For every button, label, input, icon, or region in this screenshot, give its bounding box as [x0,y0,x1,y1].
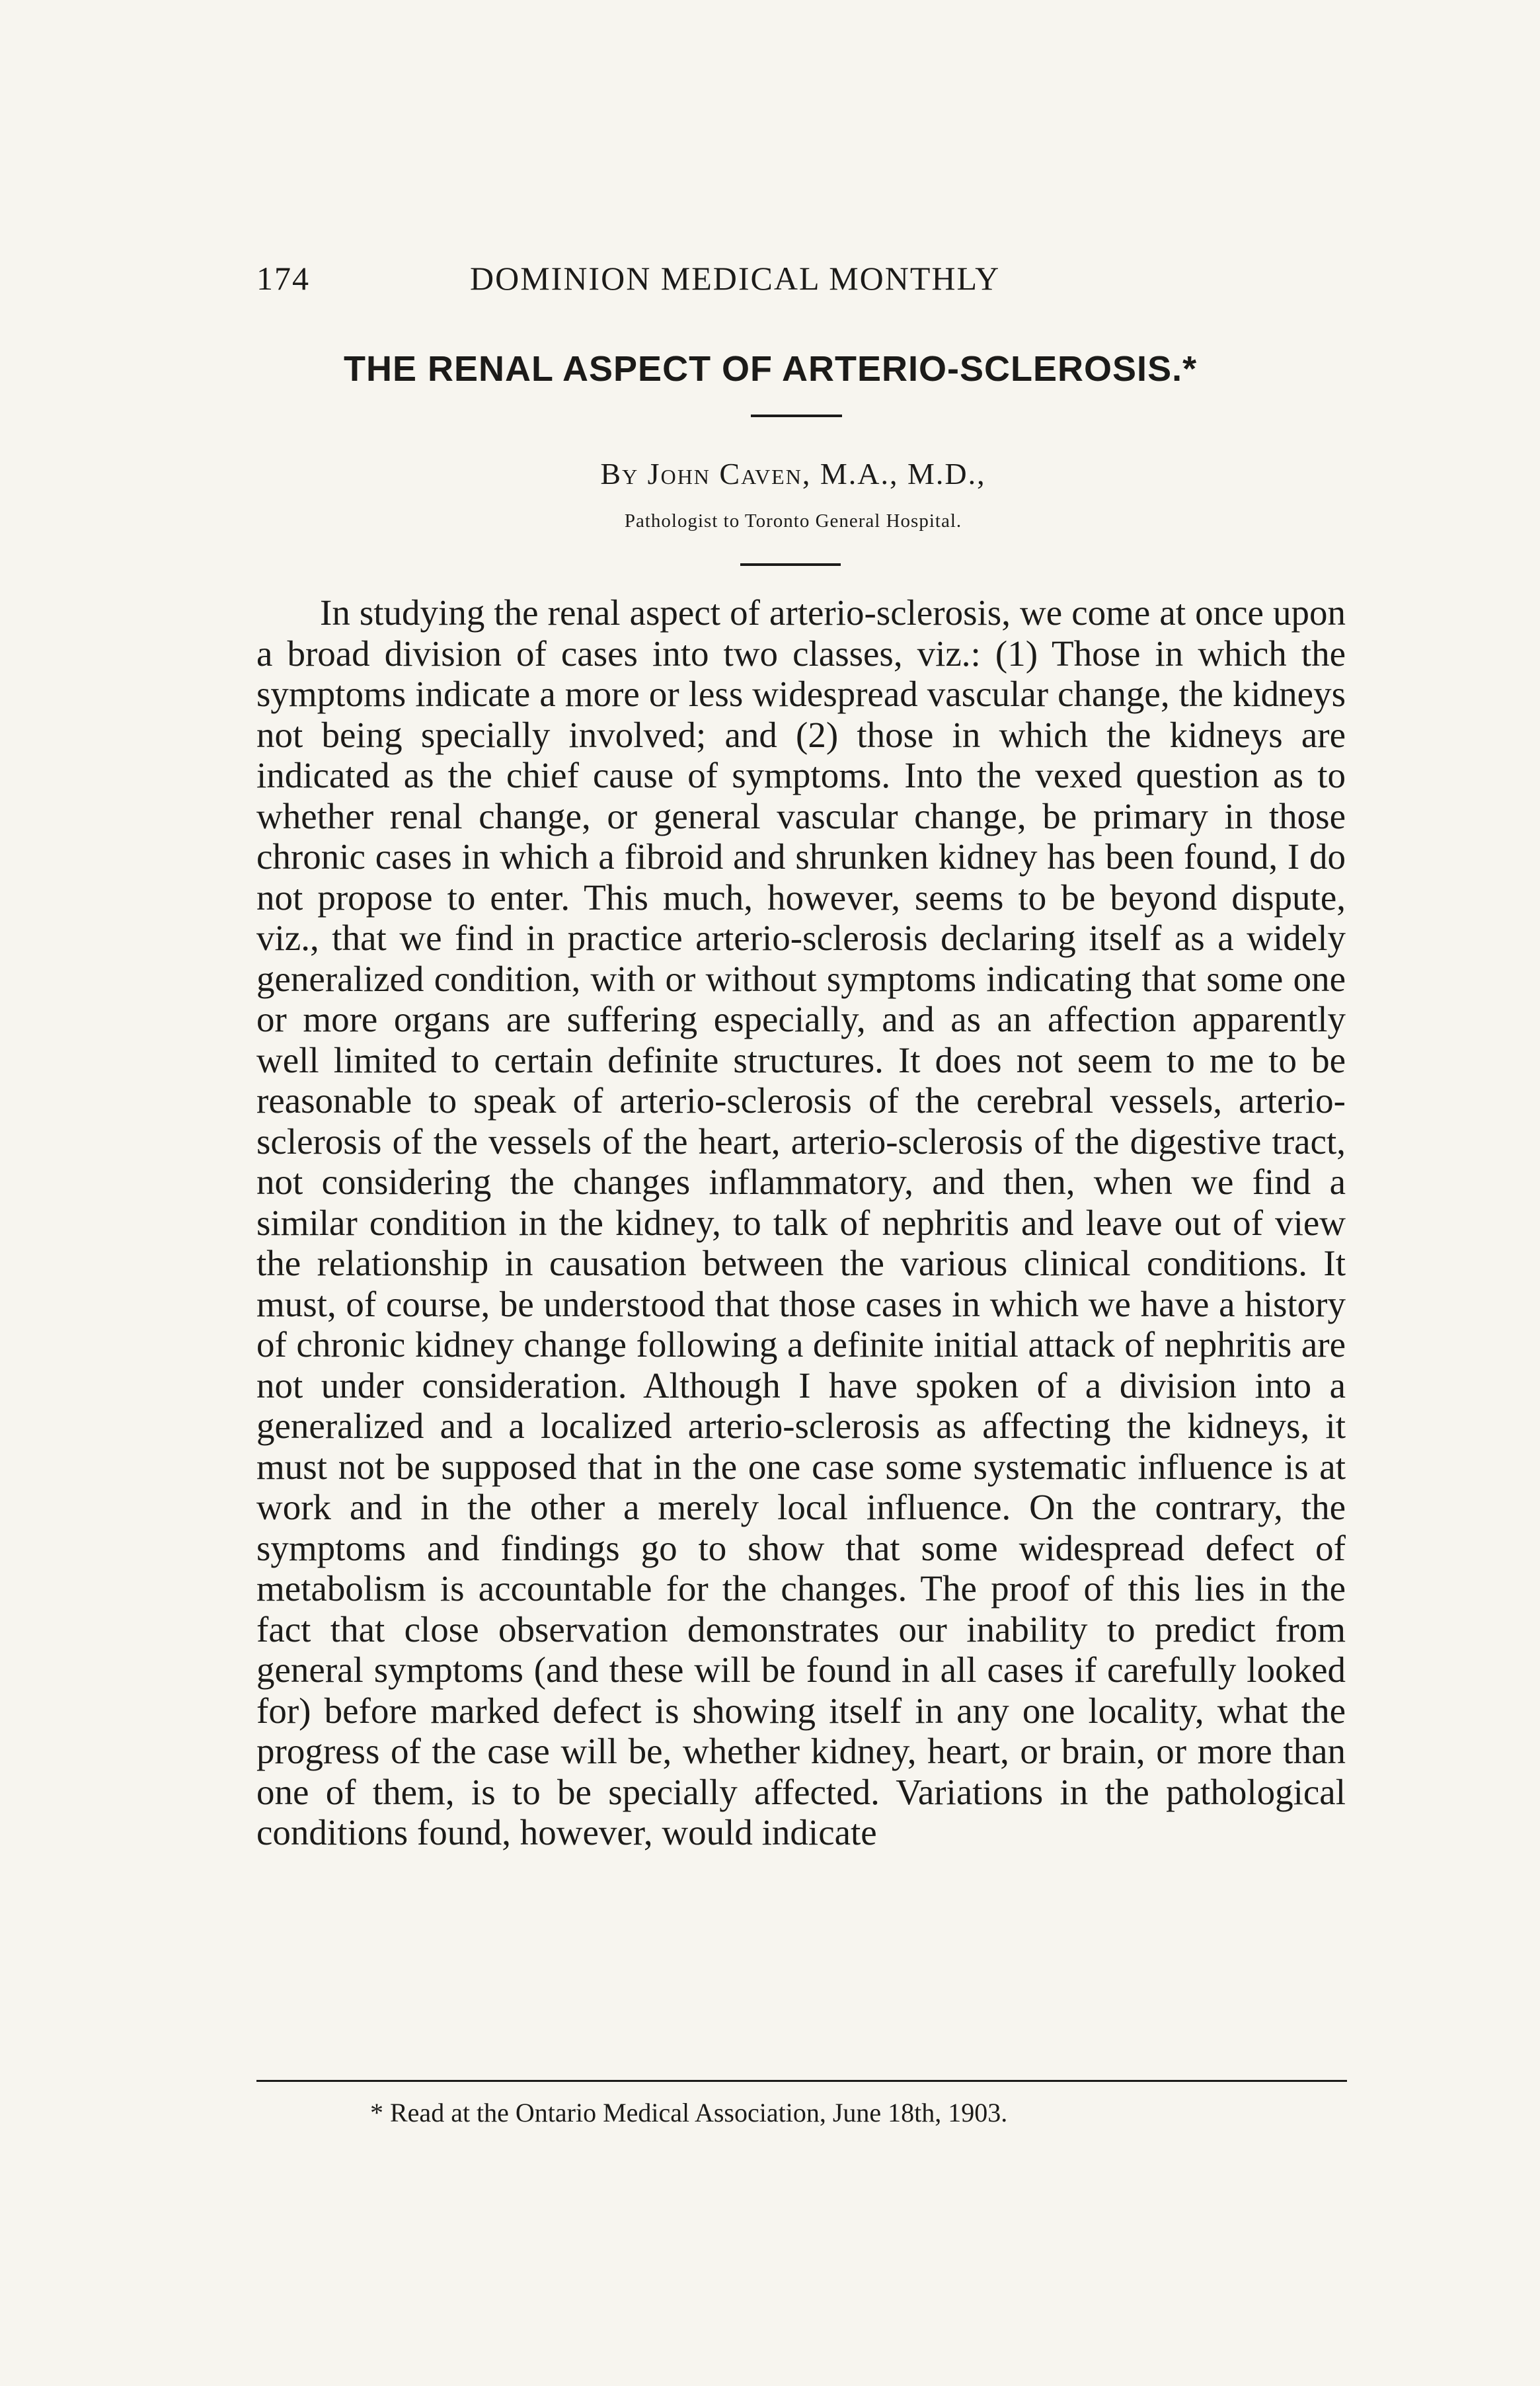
running-head [256,259,1347,299]
author-byline: By John Caven, M.A., M.D., [600,457,986,491]
article-body: In studying the renal aspect of arterio-sclerosis, we come at once upon a broad division of cases into two classes, viz.: (1) Those in which the symptoms indicate a more or less widespread vascular change, the kidneys not being specially involved; and (2) those in which the kidneys are indicated as the chief cause of symptoms. Into the vexed question as to whether renal change, or general vascular change, be primary in those chronic cases in which a fibroid and shrunken kidney has been found, I do not propose to enter. This much, however, seems to be beyond dispute, viz., that we find in practice arterio-sclerosis declaring itself as a widely generalized condition, with or without symptoms indicating that some one or more organs are suffering especially, and as an affection apparently well limited to certain definite structures. It does not seem to me to be reasonable to speak of arterio-sclerosis of the cerebral vessels, arterio-sclerosis of the vessels of the heart, arterio-sclerosis of the digestive tract, not considering the changes inflammatory, and then, when we find a similar condition in the kidney, to talk of nephritis and leave out of view the relationship in causation between the various clinical conditions. It must, of course, be understood that those cases in which we have a history of chronic kidney change following a definite initial attack of nephritis are not under consideration. Although I have spoken of a division into a generalized and a localized arterio-sclerosis as affecting the kidneys, it must not be supposed that in the one case some systematic influence is at work and in the other a merely local influence. On the contrary, the symptoms and findings go to show that some widespread defect of metabolism is accountable for the changes. The proof of this lies in the fact that close observation demonstrates our inability to predict from general symptoms (and these will be found in all cases if carefully looked for) before marked defect is showing itself in any one locality, what the progress of the case will be, whether kidney, heart, or brain, or more than one of them, is to be specially affected. Variations in the pathological conditions found, however, would indicate [256,592,1346,1852]
page-number: 174 [256,260,310,297]
journal-title: DOMINION MEDICAL MONTHLY [470,260,1001,297]
title-divider [751,415,842,417]
footnote: * Read at the Ontario Medical Association, June 18th, 1903. [370,2098,1008,2128]
article-title: THE RENAL ASPECT OF ARTERIO-SCLEROSIS.* [344,349,1198,389]
author-affiliation: Pathologist to Toronto General Hospital. [624,510,962,532]
footnote-divider [256,2080,1347,2082]
byline-divider [740,563,841,566]
